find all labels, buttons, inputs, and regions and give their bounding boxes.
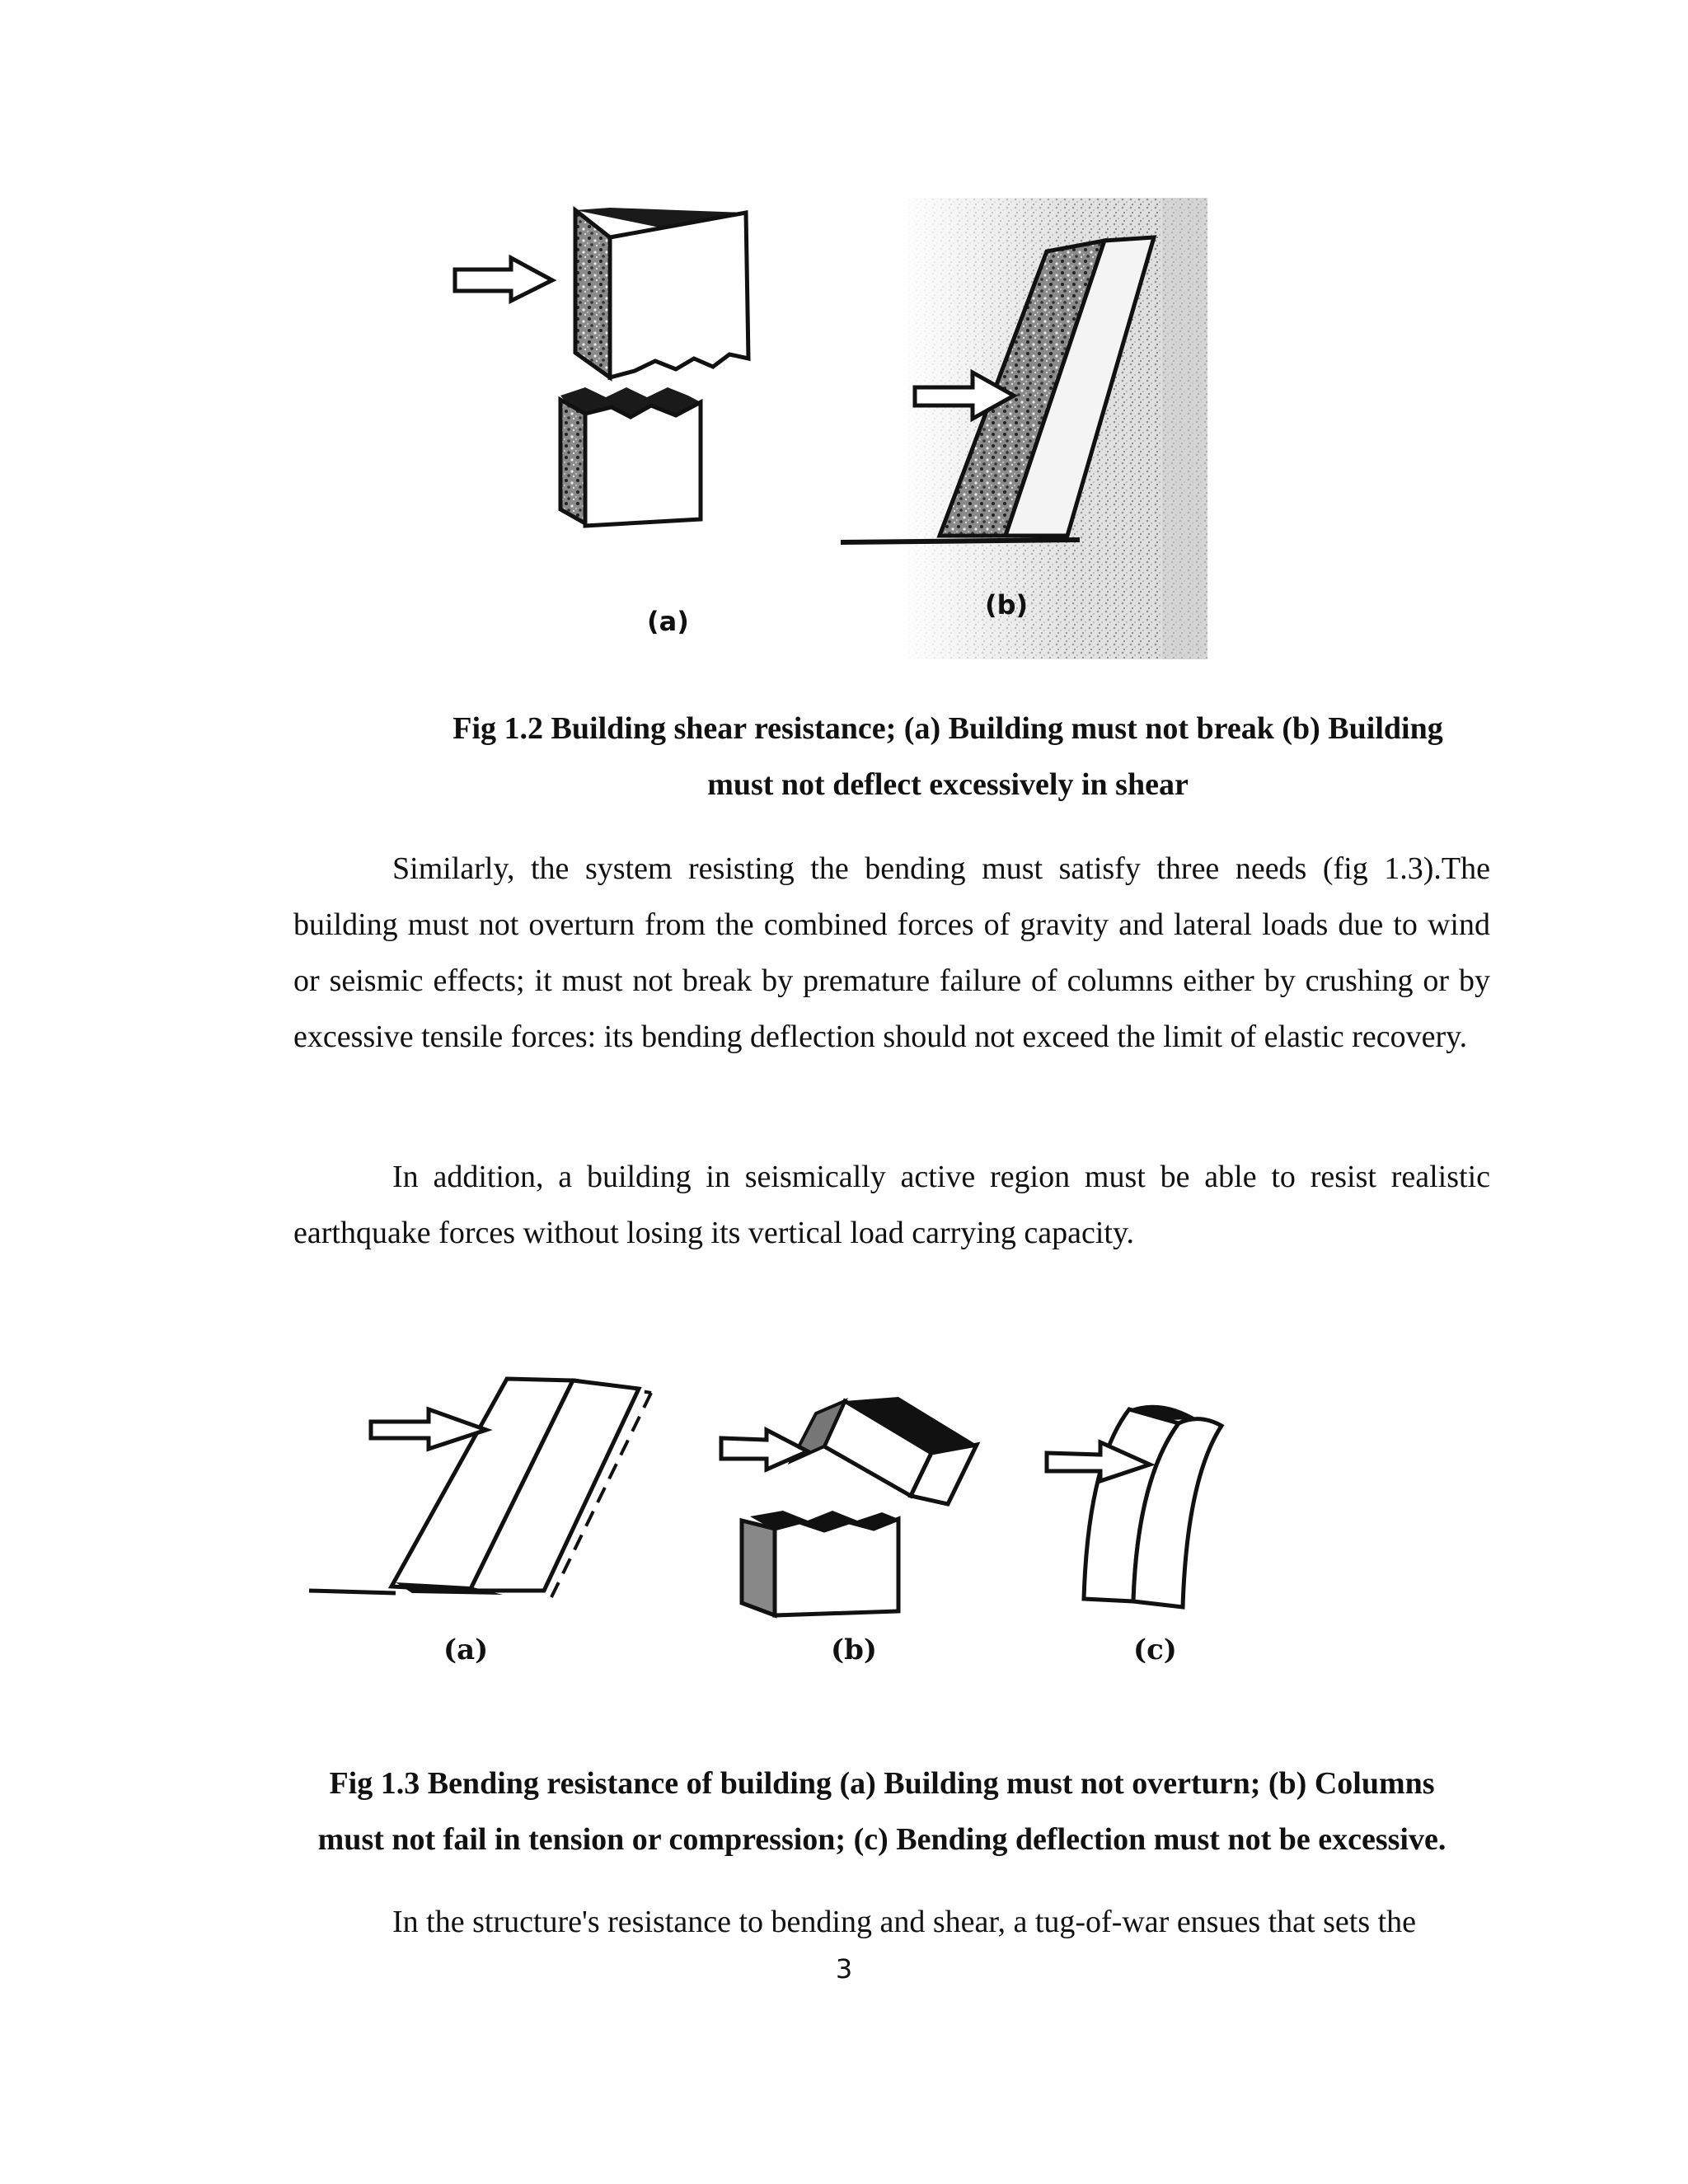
body-paragraph-1 <box>293 841 1490 1065</box>
figure-1-3-caption-line2: must not fail in tension or compression; (c) Bending deflection must not be excessive. <box>317 1822 1447 1857</box>
body-paragraph-2-text: In addition, a building in seismically active region must be able to resist realistic earthquake forces without losing its vertical load carrying capacity. <box>293 1160 1490 1250</box>
bending-column-failure <box>721 1397 977 1615</box>
figure-1-2-caption-line1: Fig 1.2 Building shear resistance; (a) Building must not break (b) Building <box>452 711 1443 746</box>
body-paragraph-3-text: In the structure's resistance to bending and shear, a tug-of-war ensues that sets the <box>392 1905 1417 1939</box>
figure-1-2 <box>437 190 1220 668</box>
figure-1-2-illustration <box>437 190 1220 668</box>
bending-deflection-wall <box>1047 1405 1221 1607</box>
figure-1-3-caption <box>272 1755 1492 1868</box>
figure-1-3 <box>305 1364 1327 1677</box>
bending-overturn-wall <box>309 1379 651 1599</box>
shear-break-block <box>455 208 748 526</box>
fig-1-3-label-c: (c) <box>1133 1633 1177 1666</box>
figure-1-3-caption-line1: Fig 1.3 Bending resistance of building (a) Building must not overturn; (b) Columns <box>329 1766 1435 1801</box>
figure-1-2-caption-line2: must not deflect excessively in shear <box>707 767 1189 802</box>
fig-1-3-label-a: (a) <box>443 1633 489 1666</box>
body-paragraph-1-text: Similarly, the system resisting the bending must satisfy three needs (fig 1.3).The building must not overturn from the combined forces of gravity and lateral loads due to wind or seismic effects; it must not break by premature failure of columns either by crushing or by excessive tensile forces: its bending deflection should not exceed the limit of elastic recovery. <box>293 851 1490 1054</box>
fig-1-2-label-b: (b) <box>985 589 1029 621</box>
body-paragraph-2 <box>293 1149 1490 1261</box>
fig-1-3-label-b: (b) <box>831 1633 877 1666</box>
figure-1-2-caption <box>379 701 1517 813</box>
fig-1-2-label-a: (a) <box>647 606 689 637</box>
figure-1-3-illustration <box>305 1364 1327 1677</box>
page-number: 3 <box>835 1953 853 1985</box>
body-paragraph-3 <box>293 1894 1490 1950</box>
